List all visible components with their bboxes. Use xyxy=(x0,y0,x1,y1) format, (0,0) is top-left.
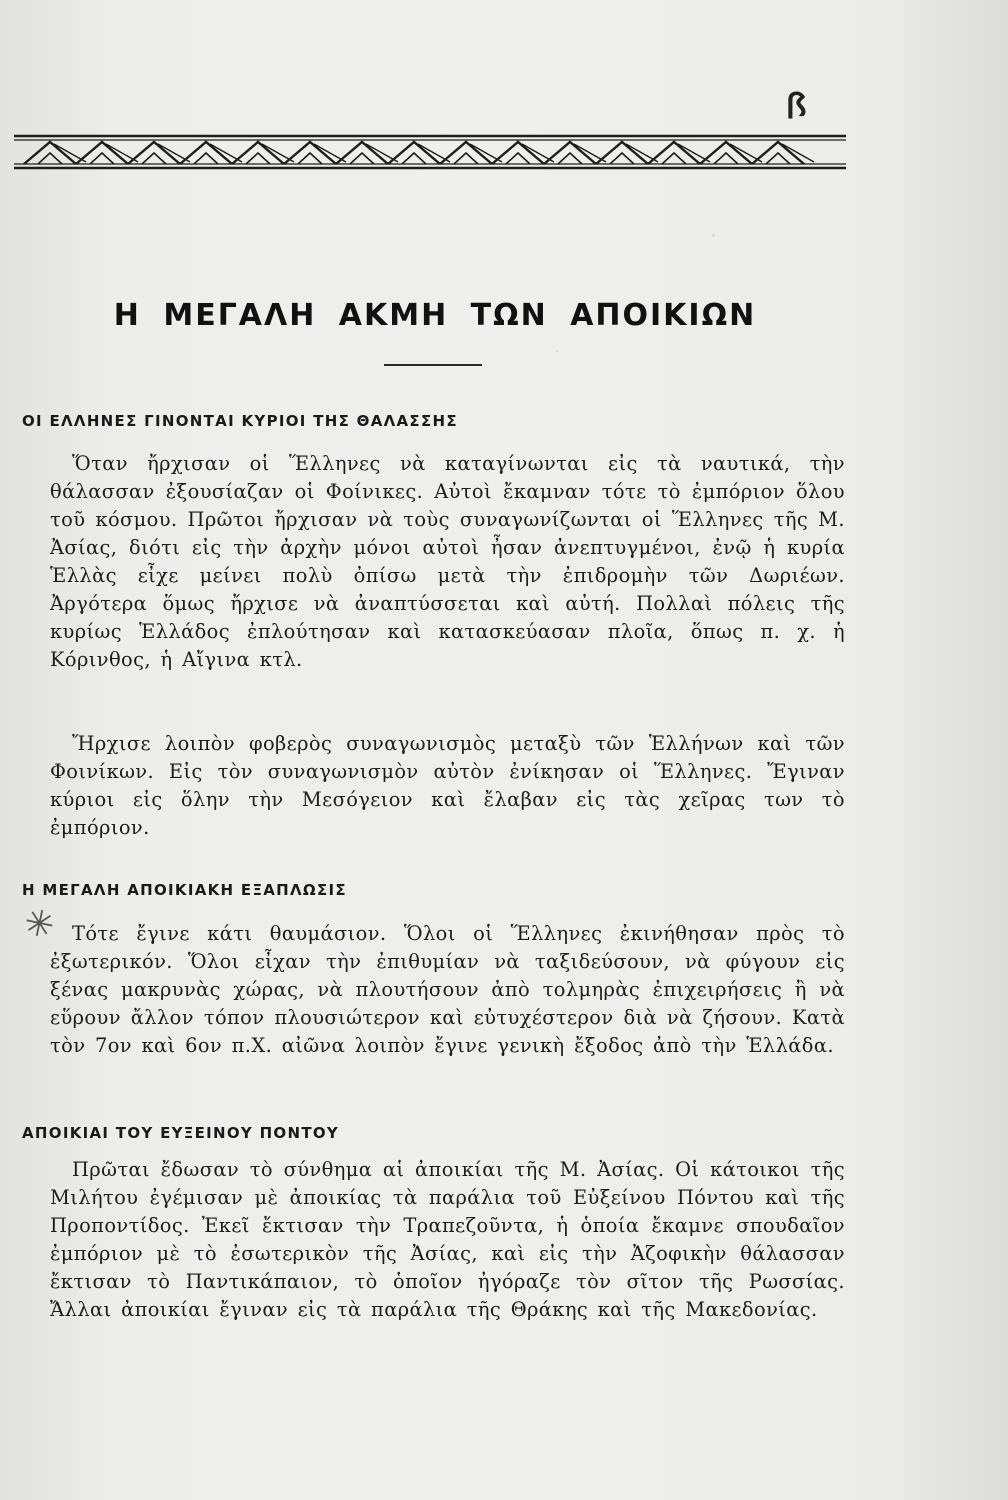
border-inner-chevron xyxy=(350,153,374,164)
greek-key-border-icon xyxy=(14,132,846,172)
border-inner-chevron xyxy=(402,153,426,164)
border-inner-chevron xyxy=(454,153,478,164)
border-inner-chevron xyxy=(90,153,114,164)
border-inner-chevron xyxy=(194,153,218,164)
border-inner-chevron xyxy=(38,153,62,164)
paragraph: Τότε ἔγινε κάτι θαυμάσιον. Ὅλοι οἱ Ἕλληνες ἐκινήθησαν πρὸς τὸ ἐξωτερικόν. Ὅλοι εἶχαν τὴν ἐπιθυμίαν νὰ ταξιδεύσουν, νὰ φύγουν εἰς ξένας μακρυνὰς χώρας, νὰ πλουτήσουν ἀπὸ τολμηρὰς ἐπιχειρήσεις ἢ νὰ εὕρουν ἄλλον τόπον πλουσιώτερον καὶ εὐτυχέστερον διὰ νὰ ζήσουν. Κατὰ τὸν 7ον καὶ 6ον π.Χ. αἰῶνα λοιπὸν ἔγινε γενικὴ ἔξοδος ἀπὸ τὴν Ἑλλάδα. xyxy=(50,922,845,1057)
border-inner-chevron xyxy=(558,153,582,164)
border-inner-chevron xyxy=(662,153,686,164)
scan-spot xyxy=(712,234,715,237)
border-inner-chevron xyxy=(610,153,634,164)
page-title: Η ΜΕΓΑΛΗ ΑΚΜΗ ΤΩΝ ΑΠΟΙΚΙΩΝ xyxy=(113,298,757,333)
section-heading-black-sea: ΑΠΟΙΚΙΑΙ ΤΟΥ ΕΥΞΕΙΝΟΥ ΠΟΝΤΟΥ xyxy=(22,1124,340,1142)
page-corner-mark: ꟗ xyxy=(786,87,807,127)
margin-asterisk-icon: ✳ xyxy=(20,901,59,948)
paragraph: Πρῶται ἔδωσαν τὸ σύνθημα αἱ ἀποικίαι τῆς Μ. Ἀσίας. Οἱ κάτοικοι τῆς Μιλήτου ἐγέμισαν μὲ ἀποικίας τὰ παράλια τοῦ Εὐξείνου Πόντου καὶ τῆς Προποντίδος. Ἐκεῖ ἔκτισαν τὴν Τραπεζοῦντα, ἡ ὁποία ἔκαμνε σπουδαῖον ἐμπόριον μὲ τὸ ἐσωτερικὸν τῆς Ἀσίας, καὶ εἰς τὴν Ἀζοφικὴν θάλασσαν ἔκτισαν τὸ Παντικάπαιον, τὸ ὁποῖον ἠγόραζε τὸν σῖτον τῆς Ρωσσίας. Ἄλλαι ἀποικίαι ἔγιναν εἰς τὰ παράλια τῆς Θράκης καὶ τῆς Μακεδονίας. xyxy=(50,1158,845,1321)
scan-spot xyxy=(556,350,558,352)
paragraph: Ὅταν ἤρχισαν οἱ Ἕλληνες νὰ καταγίνωνται εἰς τὰ ναυτικά, τὴν θάλασσαν ἐξουσίαζαν οἱ Φοίνικες. Αὐτοὶ ἔκαμναν τότε τὸ ἐμπόριον ὅλου τοῦ κόσμου. Πρῶτοι ἤρχισαν νὰ τοὺς συναγωνίζωνται οἱ Ἕλληνες τῆς Μ. Ἀσίας, διότι εἰς τὴν ἀρχὴν μόνοι αὐτοὶ ἦσαν ἀνεπτυγμένοι, ἐνῷ ἡ κυρία Ἑλλὰς εἶχε μείνει πολὺ ὀπίσω μετὰ τὴν ἐπιδρομὴν τῶν Δωριέων. Ἀργότερα ὅμως ἤρχισε νὰ ἀναπτύσσεται καὶ αὐτή. Πολλαὶ πόλεις τῆς κυρίως Ἑλλάδος ἐπλούτησαν καὶ κατασκεύασαν πλοῖα, ὅπως π. χ. ἡ Κόρινθος, ἡ Αἴγινα κτλ. xyxy=(50,452,845,671)
border-inner-chevron xyxy=(142,153,166,164)
border-inner-chevron xyxy=(714,153,738,164)
border-inner-chevron xyxy=(766,153,790,164)
paragraph: Ἤρχισε λοιπὸν φοβερὸς συναγωνισμὸς μεταξὺ τῶν Ἑλλήνων καὶ τῶν Φοινίκων. Εἰς τὸν συναγωνισμὸν αὐτὸν ἐνίκησαν οἱ Ἕλληνες. Ἔγιναν κύριοι εἰς ὅλην τὴν Μεσόγειον καὶ ἔλαβαν εἰς τὰς χεῖρας των τὸ ἐμπόριον. xyxy=(50,732,845,839)
border-inner-chevron xyxy=(506,153,530,164)
border-inner-chevron xyxy=(298,153,322,164)
title-divider xyxy=(384,364,482,366)
section-heading-expansion: Η ΜΕΓΑΛΗ ΑΠΟΙΚΙΑΚΗ ΕΞΑΠΛΩΣΙΣ xyxy=(22,881,347,899)
section-heading-sea: ΟΙ ΕΛΛΗΝΕΣ ΓΙΝΟΝΤΑΙ ΚΥΡΙΟΙ ΤΗΣ ΘΑΛΑΣΣΗΣ xyxy=(22,412,458,430)
border-inner-chevron xyxy=(246,153,270,164)
